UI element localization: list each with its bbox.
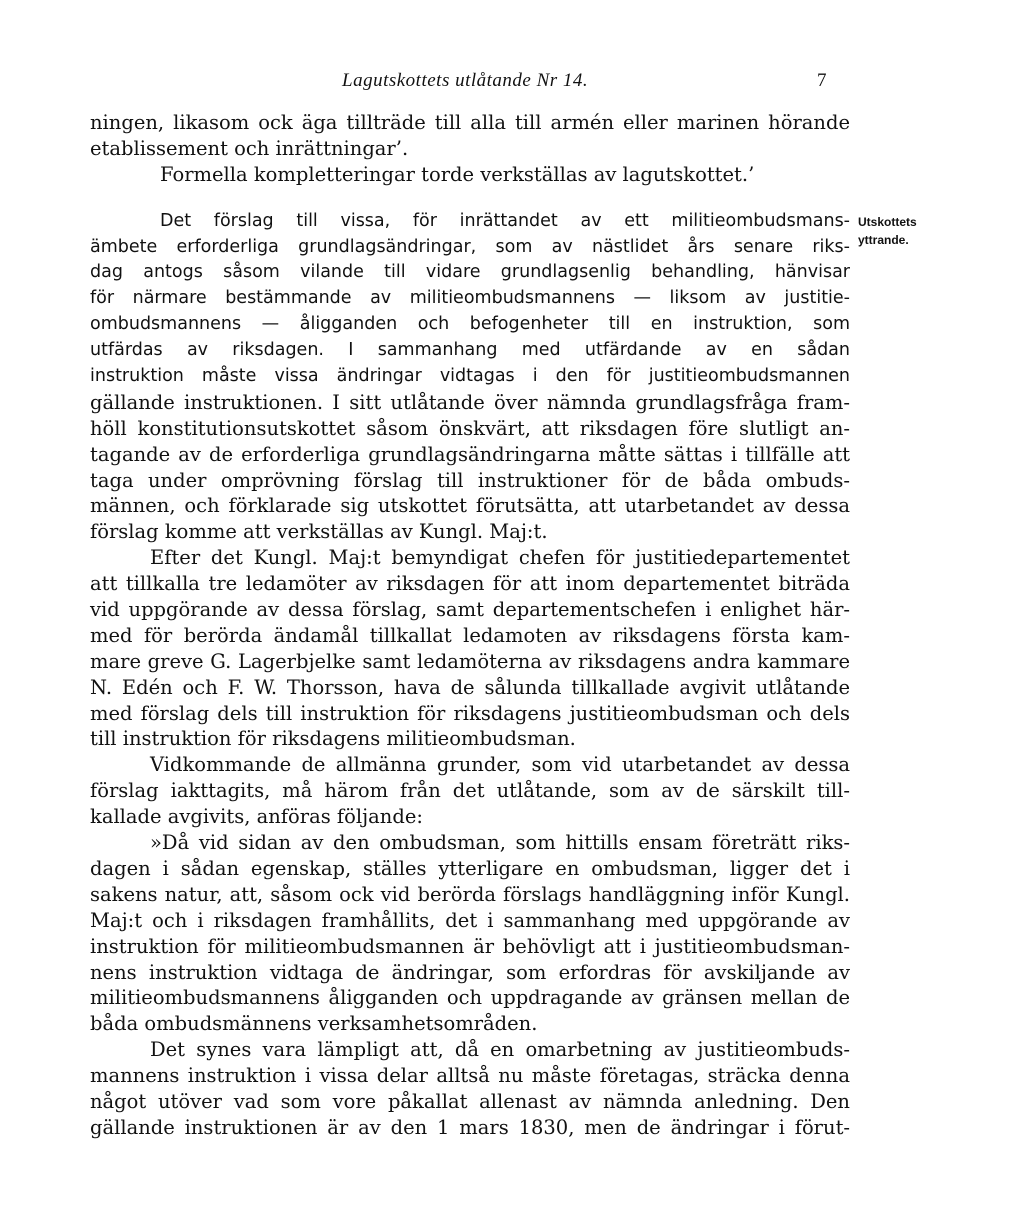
text-line: Det förslag till vissa, för inrättandet av ett militieombudsmans- (160, 210, 850, 231)
paragraph-3 (90, 545, 850, 752)
text-line: till instruktion för riksdagens militieombudsman. (90, 727, 576, 751)
margin-note-line: Utskottets (858, 215, 917, 229)
text-line: gällande instruktionen. I sitt utlåtande över nämnda grundlagsfråga fram- (90, 390, 850, 414)
margin-note-line: yttrande. (858, 233, 909, 247)
text-line: militieombudsmannens åligganden och uppdragande av gränsen mellan de (90, 986, 850, 1010)
page-number: 7 (817, 70, 827, 91)
text-line: ombudsmannens — åligganden och befogenheter till en instruktion, som (90, 314, 850, 335)
text-line: »Då vid sidan av den ombudsman, som hittills ensam företrätt riks- (150, 831, 850, 855)
body-text (90, 110, 850, 1141)
paragraph-6 (90, 1037, 850, 1141)
text-line: Formella kompletteringar torde verkställas av lagutskottet.’ (160, 162, 755, 186)
text-line: Efter det Kungl. Maj:t bemyndigat chefen för justitiedepartementet (150, 546, 850, 570)
margin-note (858, 213, 978, 249)
text-line: för närmare bestämmande av militieombudsmannens — liksom av justitie- (90, 288, 850, 309)
text-line: höll konstitutionsutskottet såsom önskvärt, att riksdagen före slutligt an- (90, 416, 850, 440)
text-line: Vidkommande de allmänna grunder, som vid utarbetandet av dessa (150, 753, 850, 777)
text-line: instruktion för militieombudsmannen är behövligt att i justitieombudsman- (90, 934, 850, 958)
text-line: att tillkalla tre ledamöter av riksdagen för att inom departementet biträda (90, 572, 850, 596)
text-line: med för berörda ändamål tillkallat ledamoten av riksdagens första kam- (90, 623, 850, 647)
text-line: förslag iakttagits, må härom från det utlåtande, som av de särskilt till- (90, 779, 850, 803)
paragraph-5 (90, 830, 850, 1037)
text-line: instruktion måste vissa ändringar vidtagas i den för justitieombudsmannen (90, 366, 850, 387)
text-line: med förslag dels till instruktion för riksdagens justitieombudsman och dels (90, 701, 850, 725)
paragraph-1 (90, 110, 850, 188)
text-line: gällande instruktionen är av den 1 mars 1830, men de ändringar i förut- (90, 1115, 850, 1139)
text-line: dagen i sådan egenskap, ställes ytterligare en ombudsman, ligger det i (90, 856, 850, 880)
text-line: förslag komme att verkställas av Kungl. Maj:t. (90, 520, 548, 544)
text-line: ämbete erforderliga grundlagsändringar, som av nästlidet års senare riks- (90, 236, 850, 257)
text-line: ningen, likasom ock äga tillträde till alla till armén eller marinen hörande (90, 111, 850, 134)
text-line: tagande av de erforderliga grundlagsändringarna måtte sättas i tillfälle att (90, 442, 850, 466)
text-line: Det synes vara lämpligt att, då en omarbetning av justitieombuds- (150, 1038, 850, 1062)
text-line: mannens instruktion i vissa delar alltså nu måste företagas, sträcka denna (90, 1064, 850, 1088)
paragraph-2 (90, 209, 850, 546)
page-header (0, 70, 1024, 100)
text-line: utfärdas av riksdagen. I sammanhang med utfärdande av en sådan (90, 340, 850, 361)
text-line: männen, och förklarade sig utskottet förutsätta, att utarbetandet av dessa (90, 494, 850, 518)
running-head: Lagutskottets utlåtande Nr 14. (342, 70, 589, 91)
text-line: något utöver vad som vore påkallat allenast av nämnda anledning. Den (90, 1089, 850, 1113)
text-line: N. Edén och F. W. Thorsson, hava de sålunda tillkallade avgivit utlåtande (90, 675, 850, 699)
text-line: dag antogs såsom vilande till vidare grundlagsenlig behandling, hänvisar (90, 262, 850, 283)
paragraph-4 (90, 752, 850, 830)
text-line: etablissement och inrättningar’. (90, 136, 409, 160)
text-line: taga under omprövning förslag till instruktioner för de båda ombuds- (90, 468, 850, 492)
text-line: kallade avgivits, anföras följande: (90, 805, 423, 829)
text-line: vid uppgörande av dessa förslag, samt departementschefen i enlighet här- (90, 598, 850, 622)
text-line: Maj:t och i riksdagen framhållits, det i sammanhang med uppgörande av (90, 908, 850, 932)
text-line: sakens natur, att, såsom ock vid berörda förslags handläggning inför Kungl. (90, 882, 850, 906)
text-line: båda ombudsmännens verksamhetsområden. (90, 1012, 538, 1036)
text-line: nens instruktion vidtaga de ändringar, som erfordras för avskiljande av (90, 960, 850, 984)
text-line: mare greve G. Lagerbjelke samt ledamöterna av riksdagens andra kammare (90, 649, 850, 673)
